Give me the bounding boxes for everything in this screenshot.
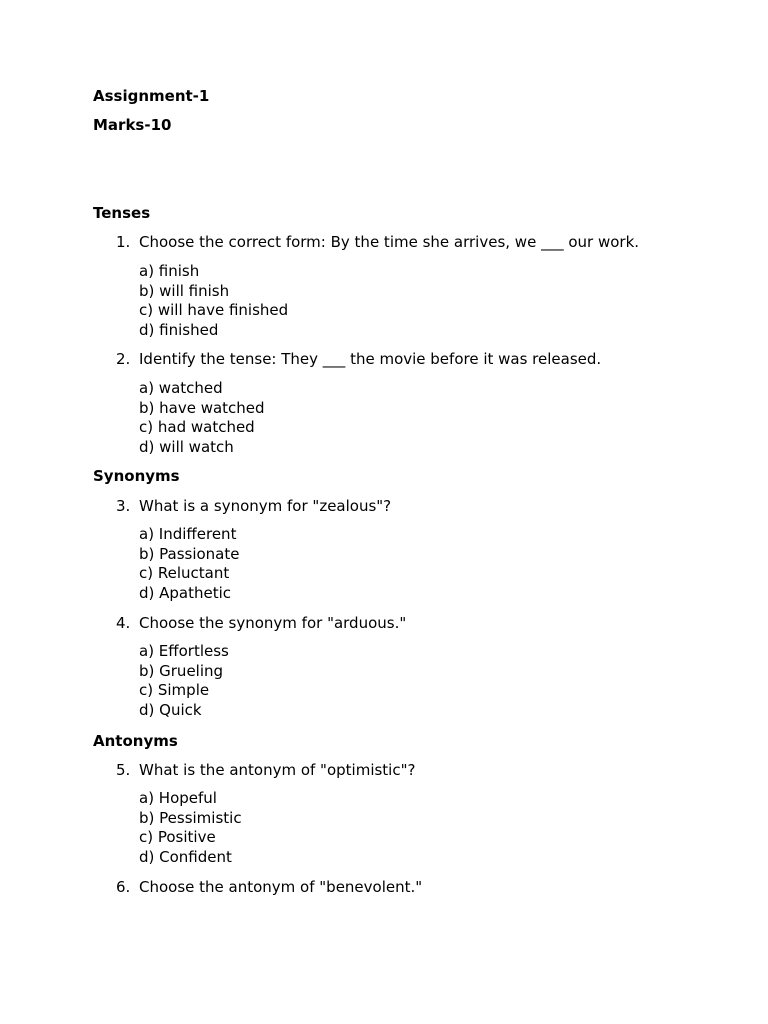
question-6 <box>116 877 422 897</box>
option-d: d) will watch <box>139 437 234 456</box>
option-c: c) had watched <box>139 418 255 437</box>
question-text: Choose the correct form: By the time she arrives, we ___ our work. <box>139 233 640 251</box>
question-4-options <box>139 642 229 720</box>
option-c: c) Reluctant <box>139 564 230 583</box>
option-a: a) watched <box>139 379 223 397</box>
question-text: Choose the antonym of "benevolent." <box>139 878 423 896</box>
option-c: c) Positive <box>139 828 216 847</box>
question-4 <box>116 613 406 633</box>
question-number: 5. <box>116 761 131 779</box>
question-5-options <box>139 789 242 867</box>
question-number: 6. <box>116 878 131 896</box>
question-number: 1. <box>116 233 131 251</box>
section-title-antonyms: Antonyms <box>93 732 178 750</box>
question-3 <box>116 496 391 516</box>
question-number: 4. <box>116 614 131 632</box>
option-d: d) Confident <box>139 847 232 866</box>
option-d: d) Quick <box>139 700 202 719</box>
marks-label: Marks-10 <box>93 116 172 134</box>
question-5 <box>116 760 415 780</box>
option-b: b) Grueling <box>139 661 224 680</box>
option-b: b) have watched <box>139 398 265 417</box>
question-1-options <box>139 262 288 340</box>
question-text: Choose the synonym for "arduous." <box>139 614 407 632</box>
question-3-options <box>139 525 240 603</box>
question-text: What is the antonym of "optimistic"? <box>139 761 416 779</box>
option-a: a) finish <box>139 262 200 280</box>
assignment-title: Assignment-1 <box>93 87 210 105</box>
question-2-options <box>139 379 265 457</box>
question-2 <box>116 349 601 369</box>
option-b: b) will finish <box>139 281 230 300</box>
option-d: d) Apathetic <box>139 583 232 602</box>
question-1 <box>116 232 639 252</box>
question-text: Identify the tense: They ___ the movie before it was released. <box>139 350 602 368</box>
option-a: a) Indifferent <box>139 525 237 543</box>
option-c: c) Simple <box>139 681 210 700</box>
section-title-tenses: Tenses <box>93 204 151 222</box>
option-c: c) will have finished <box>139 301 289 320</box>
question-text: What is a synonym for "zealous"? <box>139 497 392 515</box>
section-title-synonyms: Synonyms <box>93 467 180 485</box>
option-b: b) Pessimistic <box>139 808 242 827</box>
option-a: a) Effortless <box>139 642 229 660</box>
option-b: b) Passionate <box>139 544 240 563</box>
option-d: d) finished <box>139 320 219 339</box>
question-number: 2. <box>116 350 131 368</box>
option-a: a) Hopeful <box>139 789 217 807</box>
question-number: 3. <box>116 497 131 515</box>
